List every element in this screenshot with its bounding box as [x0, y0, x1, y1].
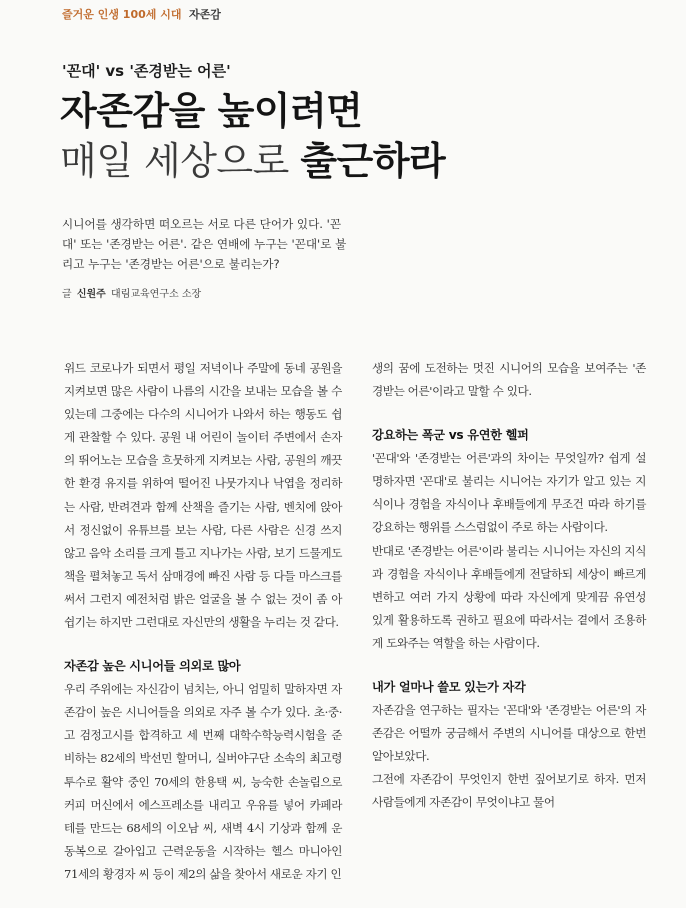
series-title: 즐거운 인생 100세 시대: [62, 8, 182, 21]
subheading: 내가 얼마나 쓸모 있는가 자각: [372, 680, 526, 695]
subheading: 자존감 높은 시니어들 의외로 많아: [64, 659, 241, 674]
author-name: 신원주: [76, 289, 106, 300]
paragraph-continued: 생의 꿈에 도전하는 멋진 시니어의 모습을 보여주는 '존경받는 어른'이라고 말할 수 있다.: [372, 361, 646, 399]
paragraph: 반대로 '존경받는 어른'이라 불리는 시니어는 자신의 지식과 경험을 자식이나 후배들에게 전달하되 세상이 빠르게 변하고 여러 가지 상황에 따라 자신에게 맞게끔 유연성 있게 활용하도록 권하고 필요에 따라서는 곁에서 조용하게 도와주는 역할을 하는 사람이다.: [372, 543, 646, 650]
paragraph: 위드 코로나가 되면서 평일 저녁이나 주말에 동네 공원을 지켜보면 많은 사람이 나름의 시간을 보내는 모습을 볼 수 있는데 그중에는 다수의 시니어가 나와서 하는 행동도 쉽게 관찰할 수 있다. 공원 내 어린이 놀이터 주변에서 손자의 뛰어노는 모습을 흐뭇하게 지켜보는 사람, 공원의 깨끗한 환경 유지를 위하여 떨어진 나뭇가지나 낙엽을 정리하는 사람, 반려견과 함께 산책을 즐기는 사람, 벤치에 앉아서 정신없이 유튜브를 보는 사람, 다른 사람은 신경 쓰지 않고 음악 소리를 크게 틀고 지나가는 사람, 보기 드물게도 책을 펼쳐놓고 독서 삼매경에 빠진 사람 등 다들 마스크를 써서 그런지 예전처럼 밝은 얼굴을 볼 수 없는 것이 좀 아쉽기는 하지만 그런대로 자신만의 생활을 누리는 것 같다.: [64, 361, 342, 630]
paragraph: 자존감을 연구하는 필자는 '꼰대'와 '존경받는 어른'의 자존감은 어떨까 궁금해서 주변의 시니어를 대상으로 한번 알아보았다.: [372, 703, 646, 764]
byline: 글 신원주 대림교육연구소 소장: [62, 289, 202, 300]
author-title: 대림교육연구소 소장: [111, 289, 202, 300]
body-column-left: [64, 357, 342, 886]
running-head: [62, 6, 221, 22]
paragraph: 우리 주위에는 자신감이 넘치는, 아니 엄밀히 말하자면 자존감이 높은 시니어들을 의외로 자주 볼 수가 있다. 초·중·고 검정고시를 합격하고 세 번째 대학수학능력시험을 준비하는 82세의 박선민 할머니, 실버야구단 소속의 최고령 투수로 활약 중인 70세의 한용택 씨, 능숙한 손놀림으로 커피 머신에서 에스프레소를 내리고 우유를 넣어 카페라테를 만드는 68세의 이오남 씨, 새벽 4시 기상과 함께 운동복으로 갈아입고 근력운동을 시작하는 헬스 마니아인 71세의 황경자 씨 등이 제2의 삶을 찾아서 새로운 자기 인: [64, 682, 342, 881]
paragraph: '꼰대'와 '존경받는 어른'과의 차이는 무엇일까? 쉽게 설명하자면 '꼰대'로 불리는 시니어는 자기가 알고 있는 지식이나 경험을 자식이나 후배들에게 무조건 따라 하기를 강요하는 행위를 스스럼없이 주로 하는 사람이다.: [372, 451, 646, 535]
body-column-right: [372, 357, 646, 815]
section-title: 자존감: [188, 8, 221, 21]
lead-paragraph: 시니어를 생각하면 떠오르는 서로 다른 단어가 있다. '꼰대' 또는 '존경받는 어른'. 같은 연배에 누구는 '꼰대'로 불리고 누구는 '존경받는 어른'으로 불리는가?: [62, 217, 347, 271]
article-title: [60, 86, 445, 186]
paragraph: 그전에 자존감이 무엇인지 한번 짚어보기로 하자. 먼저 사람들에게 자존감이 무엇이냐고 물어: [372, 772, 646, 810]
title-line-2: 매일 세상으로 출근하라: [60, 139, 446, 183]
title-line-1: 자존감을 높이려면: [60, 89, 363, 133]
subheading: 강요하는 폭군 vs 유연한 헬퍼: [372, 428, 529, 443]
kicker: '꼰대' vs '존경받는 어른': [62, 62, 231, 80]
